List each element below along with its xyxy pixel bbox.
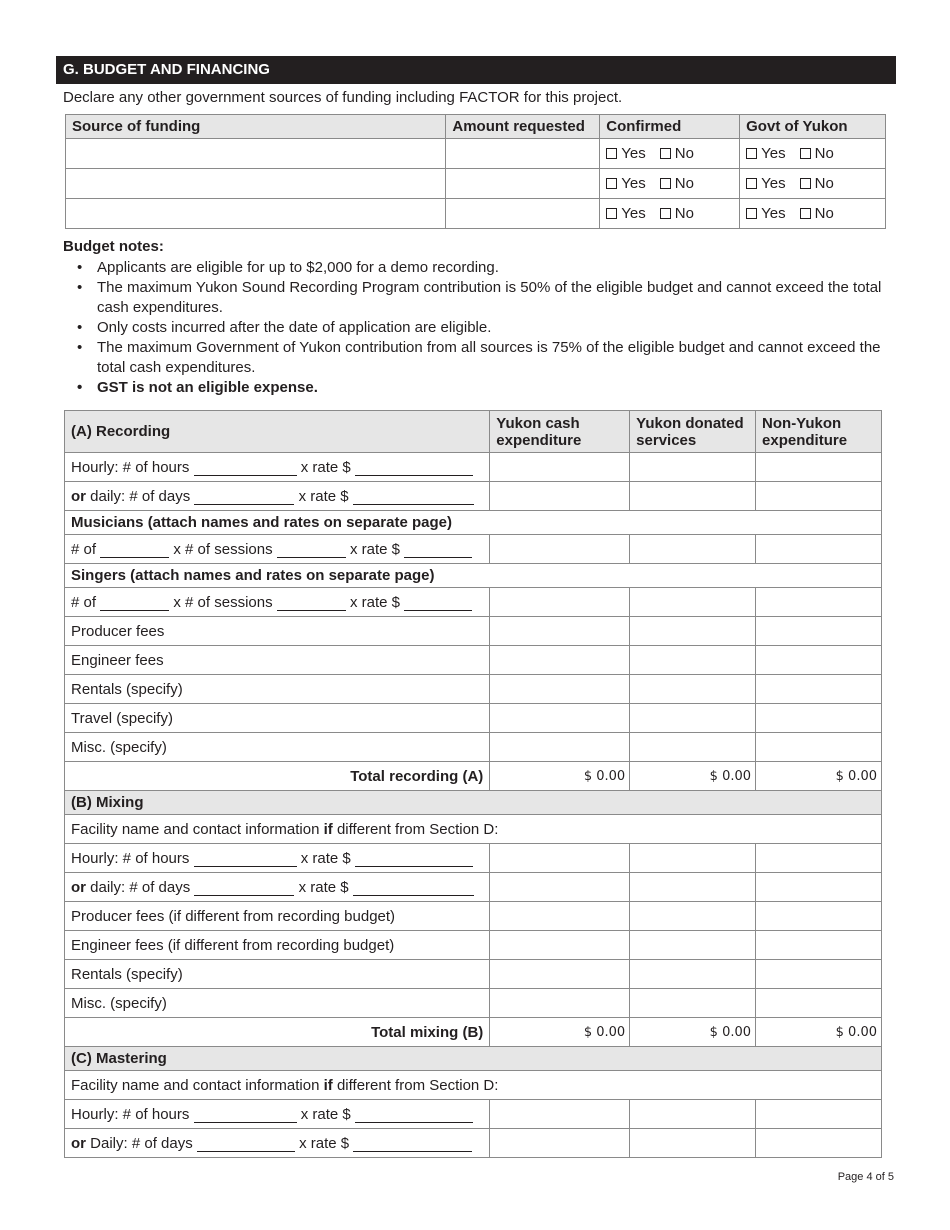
donated-cell[interactable] [630,1129,756,1158]
table-row [65,453,882,482]
donated-cell[interactable] [630,588,756,617]
cash-cell[interactable] [490,1129,630,1158]
non-yukon-cell[interactable] [756,453,882,482]
cash-cell[interactable] [490,931,630,960]
non-yukon-cell[interactable] [756,931,882,960]
source-cell[interactable] [66,139,446,169]
donated-cell[interactable] [630,960,756,989]
rate-field[interactable] [355,1108,473,1123]
govt-yes-checkbox[interactable] [746,208,757,219]
facility-if: if [323,1076,333,1094]
confirmed-yes-checkbox[interactable] [606,148,617,159]
header-confirmed: Confirmed [600,115,740,139]
donated-cell[interactable] [630,646,756,675]
donated-cell[interactable] [630,844,756,873]
cash-cell[interactable] [490,733,630,762]
travel-label: Travel (specify) [65,704,490,733]
donated-cell[interactable] [630,733,756,762]
cash-cell[interactable] [490,704,630,733]
mixing-rentals-label: Rentals (specify) [65,960,490,989]
page-number: Page 4 of 5 [837,1171,894,1183]
list-item: • Applicants are eligible for up to $2,000 for a demo recording. [63,258,893,278]
non-yukon-cell[interactable] [756,482,882,511]
cash-cell[interactable] [490,844,630,873]
budget-notes-title: Budget notes: [63,238,164,255]
confirmed-no-checkbox[interactable] [660,148,671,159]
facility-label: Facility name and contact information [71,1076,324,1094]
intro-text: Declare any other government sources of funding including FACTOR for this project. [63,89,623,106]
of-label: # of [71,593,97,611]
mixing-facility-label[interactable] [65,815,882,844]
header-yukon-cash: Yukon cash expenditure [490,411,630,453]
non-yukon-cell[interactable] [756,873,882,902]
rentals-label: Rentals (specify) [65,675,490,704]
cash-cell[interactable] [490,535,630,564]
govt-yes-checkbox[interactable] [746,148,757,159]
daily-label: daily: # of days [86,878,191,896]
cash-cell[interactable] [490,588,630,617]
no-label: No [814,205,834,222]
budget-notes-list [63,258,893,398]
amount-cell[interactable] [446,169,600,199]
cash-cell[interactable] [490,617,630,646]
no-label: No [674,175,694,192]
non-yukon-cell[interactable] [756,646,882,675]
rate-label: x rate $ [298,487,349,505]
rate-label: x rate $ [349,593,400,611]
rate-field[interactable] [404,596,472,611]
list-item: • The maximum Government of Yukon contribution from all sources is 75% of the eligible budget and cannot exceed the total cash expenditures. [63,338,893,378]
table-row [65,1129,882,1158]
header-govt: Govt of Yukon [740,115,886,139]
sessions-field[interactable] [277,596,346,611]
rate-field[interactable] [355,852,473,867]
musicians-count-field[interactable] [100,543,169,558]
donated-cell[interactable] [630,535,756,564]
non-yukon-cell[interactable] [756,1129,882,1158]
mixing-section-title: (B) Mixing [65,791,882,815]
rate-label: x rate $ [300,458,351,476]
facility-if: if [323,820,333,838]
non-yukon-cell[interactable] [756,617,882,646]
non-yukon-cell[interactable] [756,960,882,989]
list-item: • The maximum Yukon Sound Recording Program contribution is 50% of the eligible budget and cannot exceed the total cash expenditures. [63,278,893,318]
no-label: No [814,175,834,192]
rate-field[interactable] [355,461,473,476]
table-row [65,704,882,733]
non-yukon-cell[interactable] [756,675,882,704]
rate-field[interactable] [404,543,472,558]
mixing-producer-label: Producer fees (if different from recording budget) [65,902,490,931]
table-row [65,733,882,762]
confirmed-no-checkbox[interactable] [660,208,671,219]
hours-field[interactable] [194,461,297,476]
cash-cell[interactable] [490,902,630,931]
funding-row [66,169,886,199]
misc-label: Misc. (specify) [65,733,490,762]
non-yukon-cell[interactable] [756,1100,882,1129]
donated-cell[interactable] [630,675,756,704]
govt-no-checkbox[interactable] [800,208,811,219]
of-label: # of [71,540,97,558]
non-yukon-cell[interactable] [756,535,882,564]
table-row [65,564,882,588]
mastering-facility-label[interactable] [65,1071,882,1100]
table-row [65,960,882,989]
singers-count-field[interactable] [100,596,169,611]
table-row [65,646,882,675]
amount-cell[interactable] [446,199,600,229]
hours-field[interactable] [194,852,297,867]
recording-section-title: (A) Recording [65,411,490,453]
total-recording-label: Total recording (A) [65,762,490,791]
table-row [65,1100,882,1129]
donated-cell[interactable] [630,617,756,646]
days-field[interactable] [194,490,294,505]
table-row [65,1047,882,1071]
non-yukon-cell[interactable] [756,989,882,1018]
table-row [65,873,882,902]
header-yukon-donated: Yukon donated services [630,411,756,453]
total-mixing-label: Total mixing (B) [65,1018,490,1047]
donated-cell[interactable] [630,453,756,482]
non-yukon-cell[interactable] [756,704,882,733]
table-row [65,902,882,931]
donated-cell[interactable] [630,931,756,960]
yes-label: Yes [761,145,786,162]
or-label: or [71,487,86,505]
confirmed-no-checkbox[interactable] [660,178,671,189]
donated-cell[interactable] [630,482,756,511]
mixing-misc-label: Misc. (specify) [65,989,490,1018]
non-yukon-cell[interactable] [756,902,882,931]
cash-cell[interactable] [490,675,630,704]
source-cell[interactable] [66,169,446,199]
rate-label: x rate $ [299,1134,350,1152]
no-label: No [674,205,694,222]
list-item: • GST is not an eligible expense. [63,378,893,398]
days-field[interactable] [197,1137,295,1152]
donated-cell[interactable] [630,902,756,931]
donated-cell[interactable] [630,873,756,902]
cash-cell[interactable] [490,960,630,989]
or-label: or [71,878,86,896]
table-row [65,791,882,815]
yes-label: Yes [621,145,646,162]
hourly-label: Hourly: # of hours [71,458,190,476]
facility-label-end: different from Section D: [332,820,499,838]
no-label: No [814,145,834,162]
table-row [65,1071,882,1100]
rate-field[interactable] [353,1137,472,1152]
rate-label: x rate $ [300,1105,351,1123]
total-mixing-cash: $ 0.00 [490,1018,630,1047]
facility-label-end: different from Section D: [332,1076,499,1094]
mastering-section-title: (C) Mastering [65,1047,882,1071]
table-row [65,1018,882,1047]
engineer-fees-label: Engineer fees [65,646,490,675]
cash-cell[interactable] [490,453,630,482]
total-recording-cash: $ 0.00 [490,762,630,791]
table-row [65,535,882,564]
govt-yes-checkbox[interactable] [746,178,757,189]
table-row [65,675,882,704]
funding-table [65,114,886,229]
sessions-label: x # of sessions [173,593,273,611]
daily-label: Daily: # of days [86,1134,193,1152]
total-recording-donated: $ 0.00 [630,762,756,791]
musicians-label: Musicians (attach names and rates on separate page) [65,511,882,535]
table-row [65,588,882,617]
hourly-label: Hourly: # of hours [71,1105,190,1123]
table-row [65,482,882,511]
govt-no-checkbox[interactable] [800,148,811,159]
table-row [65,762,882,791]
hourly-label: Hourly: # of hours [71,849,190,867]
donated-cell[interactable] [630,704,756,733]
rate-label: x rate $ [298,878,349,896]
mixing-engineer-label: Engineer fees (if different from recording budget) [65,931,490,960]
facility-label: Facility name and contact information [71,820,324,838]
no-label: No [674,145,694,162]
rate-field[interactable] [353,881,474,896]
list-item: • Only costs incurred after the date of application are eligible. [63,318,893,338]
sessions-field[interactable] [277,543,346,558]
table-row [65,617,882,646]
yes-label: Yes [621,175,646,192]
table-row [65,844,882,873]
total-recording-non-yukon: $ 0.00 [756,762,882,791]
header-non-yukon: Non-Yukon expenditure [756,411,882,453]
rate-field[interactable] [353,490,474,505]
non-yukon-cell[interactable] [756,844,882,873]
non-yukon-cell[interactable] [756,588,882,617]
producer-fees-label: Producer fees [65,617,490,646]
non-yukon-cell[interactable] [756,733,882,762]
table-row [65,989,882,1018]
daily-label: daily: # of days [86,487,191,505]
yes-label: Yes [621,205,646,222]
govt-no-checkbox[interactable] [800,178,811,189]
cash-cell[interactable] [490,989,630,1018]
yes-label: Yes [761,175,786,192]
days-field[interactable] [194,881,294,896]
table-row [65,511,882,535]
funding-row [66,199,886,229]
rate-label: x rate $ [349,540,400,558]
yes-label: Yes [761,205,786,222]
cash-cell[interactable] [490,482,630,511]
budget-table [64,410,882,1158]
singers-label: Singers (attach names and rates on separate page) [65,564,882,588]
sessions-label: x # of sessions [173,540,273,558]
cash-cell[interactable] [490,1100,630,1129]
or-label: or [71,1134,86,1152]
confirmed-yes-checkbox[interactable] [606,178,617,189]
rate-label: x rate $ [300,849,351,867]
amount-cell[interactable] [446,139,600,169]
donated-cell[interactable] [630,1100,756,1129]
hours-field[interactable] [194,1108,297,1123]
cash-cell[interactable] [490,873,630,902]
funding-row [66,139,886,169]
section-header: G. BUDGET AND FINANCING [56,56,896,84]
confirmed-yes-checkbox[interactable] [606,208,617,219]
cash-cell[interactable] [490,646,630,675]
donated-cell[interactable] [630,989,756,1018]
source-cell[interactable] [66,199,446,229]
table-row [65,931,882,960]
header-amount: Amount requested [446,115,600,139]
total-mixing-donated: $ 0.00 [630,1018,756,1047]
table-row [65,815,882,844]
total-mixing-non-yukon: $ 0.00 [756,1018,882,1047]
header-source: Source of funding [66,115,446,139]
